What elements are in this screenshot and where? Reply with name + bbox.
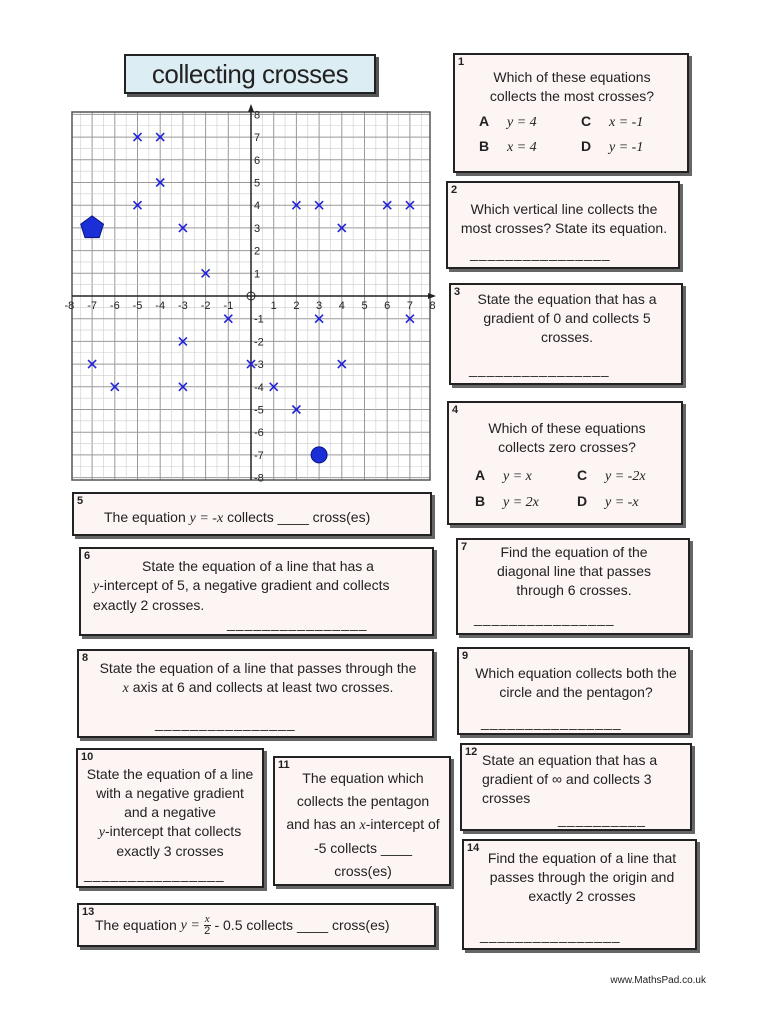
option-a[interactable]: A y = x [475, 467, 532, 484]
question-text: The equation y = $\frac{x}{2}$ - 0.5 collects ____ cross(es) [95, 913, 390, 937]
answer-blank[interactable]: ________________ [155, 715, 296, 731]
question-10-box [76, 748, 264, 888]
y-tick-label: 8 [254, 109, 261, 122]
y-tick-label: -3 [254, 359, 264, 372]
x-tick-label: 2 [293, 300, 300, 312]
x-tick-label: 7 [406, 300, 413, 312]
question-number: 12 [465, 746, 478, 758]
question-text: State the equation that has a gradient of 0 and collects 5 crosses. [477, 291, 657, 345]
question-text: Find the equation of the diagonal line that passes through 6 crosses. [496, 544, 652, 598]
question-text: The equation which collects the pentagon and has an x-intercept of -5 collects ____ cross(es) [286, 770, 440, 879]
y-tick-label: 7 [254, 132, 261, 145]
y-tick-label: 2 [254, 245, 261, 258]
y-tick-label: -2 [254, 336, 264, 349]
question-number: 14 [467, 842, 480, 854]
question-number: 5 [77, 495, 84, 507]
x-tick-label: 3 [316, 300, 323, 312]
answer-blank[interactable]: ________________ [480, 927, 621, 943]
question-number: 8 [82, 652, 89, 664]
y-tick-label: -5 [254, 404, 264, 417]
question-number: 3 [454, 286, 461, 298]
question-text: Which vertical line collects the most crosses? State its equation. [460, 201, 668, 236]
option-b[interactable]: B y = 2x [475, 493, 539, 510]
option-a[interactable]: A y = 4 [479, 113, 537, 130]
x-tick-label: 8 [429, 300, 436, 312]
question-2-box [446, 181, 680, 269]
x-tick-label: -6 [109, 300, 120, 312]
x-tick-label: -2 [200, 300, 211, 312]
x-tick-label: -3 [178, 300, 188, 312]
y-tick-label: -7 [254, 449, 264, 462]
question-6-box [79, 547, 434, 636]
y-tick-label: -6 [254, 427, 264, 440]
question-7-box [456, 538, 690, 635]
question-number: 6 [84, 550, 91, 562]
question-1-box [453, 53, 689, 173]
option-d[interactable]: D y = -1 [581, 138, 644, 155]
x-tick-label: -5 [132, 300, 143, 312]
answer-blank[interactable]: ________________ [227, 615, 368, 631]
question-text: The equation y = -x collects ____ cross(es) [104, 509, 371, 526]
x-tick-label: -1 [223, 300, 234, 312]
question-5-box [72, 492, 432, 536]
circle-marker [311, 447, 327, 463]
y-tick-label: 6 [254, 154, 261, 167]
x-tick-label: 6 [384, 300, 391, 312]
y-tick-label: -4 [254, 381, 264, 394]
question-text: Find the equation of a line that passes through the origin and exactly 2 crosses [487, 850, 677, 904]
question-number: 2 [451, 184, 458, 196]
y-tick-label: 4 [254, 200, 261, 213]
answer-blank[interactable]: __________ [558, 811, 646, 827]
option-d[interactable]: D y = -x [577, 493, 639, 510]
question-number: 9 [462, 650, 469, 662]
title-text: collecting crosses [151, 58, 349, 89]
pentagon-marker [81, 216, 104, 238]
question-8-box [77, 649, 434, 738]
question-12-box [460, 743, 692, 831]
answer-blank[interactable]: ________________ [481, 714, 622, 730]
option-c[interactable]: C y = -2x [577, 467, 646, 484]
question-text: Which equation collects both the circle and the pentagon? [475, 665, 677, 700]
question-number: 1 [458, 56, 465, 68]
question-3-box [449, 283, 683, 385]
question-number: 13 [82, 906, 95, 918]
answer-blank[interactable]: ________________ [469, 361, 610, 377]
y-tick-label: 3 [254, 222, 261, 235]
x-tick-label: -8 [64, 300, 75, 312]
question-14-box [462, 839, 697, 950]
x-tick-label: 4 [338, 300, 345, 312]
question-number: 10 [81, 751, 94, 763]
question-number: 11 [278, 759, 290, 771]
question-13-box [77, 903, 436, 947]
option-b[interactable]: B x = 4 [479, 138, 537, 155]
x-tick-label: -4 [155, 300, 166, 312]
question-text: Which of these equations collects zero crosses? [488, 420, 646, 455]
answer-blank[interactable]: ________________ [84, 866, 225, 882]
y-tick-label: -8 [254, 472, 264, 485]
question-11-box [273, 756, 451, 886]
option-c[interactable]: C x = -1 [581, 113, 644, 130]
x-tick-label: -7 [87, 300, 97, 312]
question-text: State the equation of a line with a negative gradient and a negative y-intercept that collects exactly 3 crosses [86, 766, 254, 859]
fraction: $\frac{x}{2}$ [204, 913, 211, 937]
question-9-box [457, 647, 690, 735]
x-tick-label: 1 [270, 300, 277, 312]
y-tick-label: -1 [254, 313, 264, 326]
y-tick-label: 1 [254, 268, 261, 281]
question-text: State an equation that has a gradient of ∞ and collects 3 crosses [482, 752, 658, 806]
x-tick-label: 5 [361, 300, 368, 312]
y-tick-label: 5 [254, 177, 261, 190]
x-axis-arrow [428, 293, 436, 299]
question-number: 7 [461, 541, 468, 553]
question-number: 4 [452, 404, 459, 416]
answer-blank[interactable]: ________________ [470, 245, 611, 261]
question-text: State the equation of a line that has a y-intercept of 5, a negative gradient and collects exactly 2 crosses. [93, 558, 390, 613]
question-text: State the equation of a line that passes through the x axis at 6 and collects at least two crosses. [99, 660, 417, 696]
footer-url: www.MathsPad.co.uk [610, 975, 706, 986]
answer-blank[interactable]: ________________ [474, 610, 615, 626]
question-4-box [447, 401, 683, 525]
question-text: Which of these equations collects the most crosses? [489, 69, 655, 104]
